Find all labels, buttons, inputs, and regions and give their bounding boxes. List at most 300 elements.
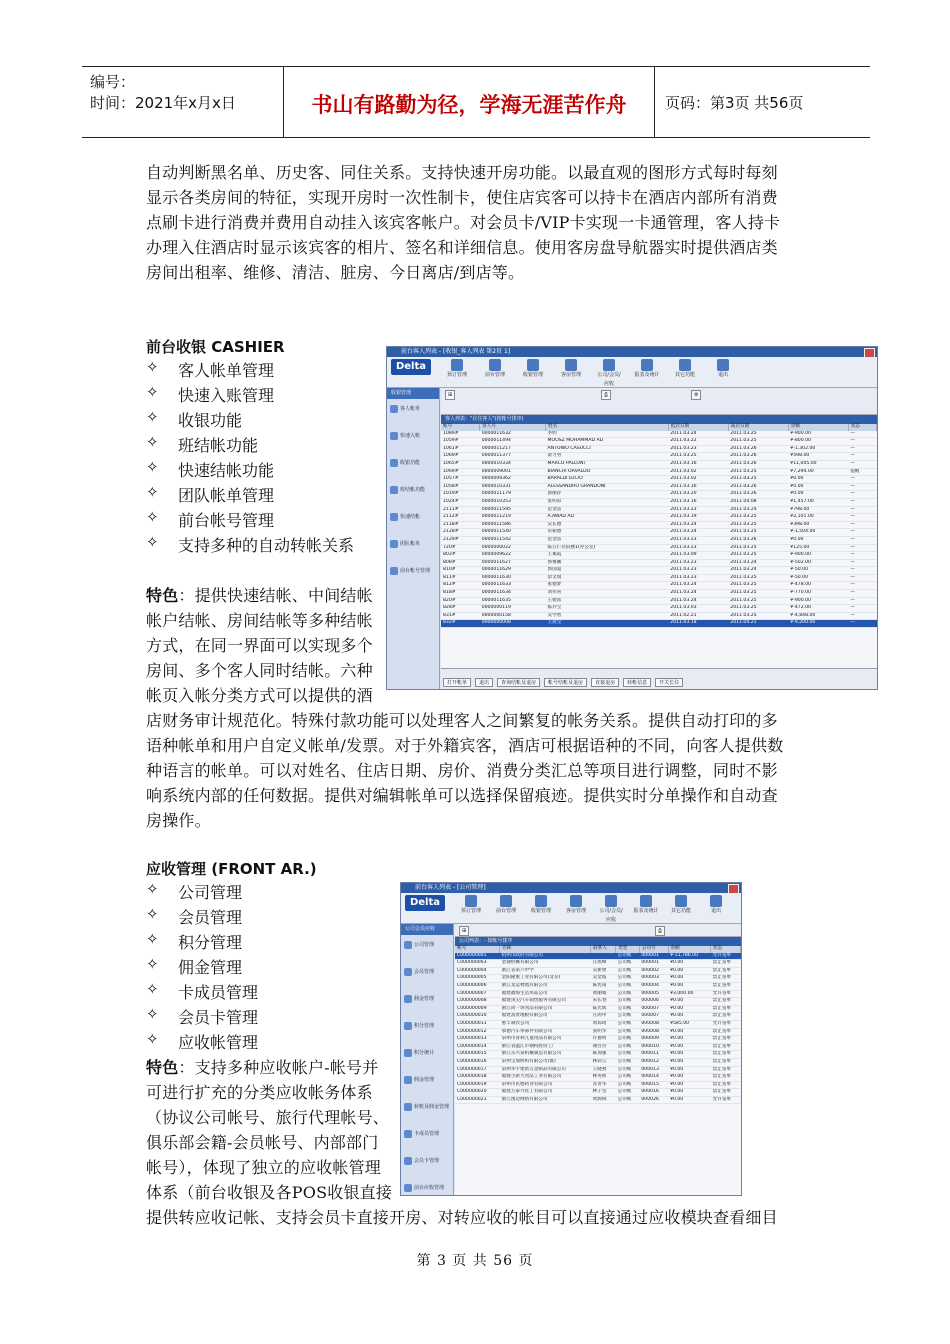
table-row[interactable]: [441, 529, 877, 537]
footer-button[interactable]: 退出: [475, 678, 493, 687]
table-cell: —: [848, 620, 876, 628]
table-cell: 2011.03.22: [668, 438, 728, 446]
ribbon-button[interactable]: [519, 359, 547, 380]
table-row[interactable]: [441, 582, 877, 590]
ribbon-button[interactable]: [709, 359, 737, 380]
ribbon-button-label: 预订管理: [460, 908, 481, 914]
table-cell: ¥-900.00: [788, 552, 848, 560]
table-cell: C000000011: [455, 1020, 500, 1028]
sidebar-item-label: 收银功能: [400, 460, 421, 466]
table-cell: 0000011627: [480, 559, 546, 567]
ribbon-button[interactable]: [443, 359, 471, 380]
table-cell: 2011.03.24: [728, 559, 788, 567]
table-cell: ¥0.00: [668, 982, 711, 990]
ribbon-button[interactable]: [527, 895, 555, 916]
table-cell: 浙江同一讲食品有限公司: [500, 1005, 591, 1013]
footer-button[interactable]: 转帐信息: [623, 678, 651, 687]
table-cell: 禁止签单: [711, 1013, 741, 1021]
table-cell: 黄丽娟: [591, 990, 616, 998]
module-icon: [535, 895, 547, 907]
table-cell: C000000015: [455, 1051, 500, 1059]
table-row[interactable]: [441, 460, 877, 468]
footer-button[interactable]: 帐号结帐及退房: [544, 678, 587, 687]
table-row[interactable]: [455, 1028, 741, 1036]
table-cell: 郭雾鹏: [546, 559, 669, 567]
ar-screenshot: [400, 882, 742, 1196]
table-cell: 000011: [639, 1051, 668, 1059]
table-row[interactable]: [441, 476, 877, 484]
footer-button[interactable]: 打开帐单: [443, 678, 471, 687]
sidebar-item-label: 会员卡管理: [414, 1158, 440, 1164]
table-cell: 公司帐: [616, 990, 640, 998]
diamond-bullet-icon: ✧: [146, 533, 159, 551]
sidebar-item[interactable]: [387, 534, 439, 561]
folder-icon: [404, 941, 412, 949]
table-row[interactable]: [441, 453, 877, 461]
list-item: ✧ 会员卡管理: [146, 1005, 259, 1027]
sidebar-item[interactable]: [387, 426, 439, 453]
ribbon-button[interactable]: [562, 895, 590, 916]
table-cell: 810#: [441, 567, 480, 575]
table-cell: 翟力男: [546, 453, 669, 461]
table-cell: ¥0.00: [788, 483, 848, 491]
table-cell: 2011.03.25: [728, 521, 788, 529]
table-row[interactable]: [455, 967, 741, 975]
table-row[interactable]: [455, 1013, 741, 1021]
column-header[interactable]: 姓名: [546, 424, 669, 431]
table-cell: MOOSZ MOHAMMAD ALI: [546, 438, 669, 446]
table-cell: 谢宫宫: [591, 1043, 616, 1051]
table-cell: —: [848, 536, 876, 544]
table-cell: ¥-472.00: [788, 605, 848, 613]
table-cell: 张明华: [591, 1028, 616, 1036]
table-cell: 2011.03.03: [668, 605, 728, 613]
folder-icon: [390, 513, 398, 521]
table-cell: 2011.03.25: [668, 453, 728, 461]
list-item: ✧ 支持多种的自动转帐关系: [146, 533, 355, 555]
table-row[interactable]: [441, 567, 877, 575]
table-cell: 000007: [639, 1005, 668, 1013]
table-cell: ¥0.00: [668, 1058, 711, 1066]
table-cell: —: [848, 574, 876, 582]
table-cell: 0000000008: [480, 620, 546, 628]
table-cell: 000006: [639, 998, 668, 1006]
table-cell: 000008: [639, 1020, 668, 1028]
filter-button[interactable]: ⊞: [445, 390, 455, 400]
table-cell: 0000011217: [480, 445, 546, 453]
module-icon: [489, 359, 501, 371]
module-icon: [710, 895, 722, 907]
table-cell: 吴金波: [591, 975, 616, 983]
ribbon-button[interactable]: [595, 359, 623, 389]
ribbon-button[interactable]: [671, 359, 699, 380]
feature-label: 特色: [146, 586, 179, 605]
table-row[interactable]: [441, 445, 877, 453]
column-header[interactable]: 离店日期: [728, 424, 788, 431]
folder-icon: [404, 995, 412, 1003]
table-cell: 000005: [639, 990, 668, 998]
table-row[interactable]: [441, 620, 877, 628]
sidebar-item[interactable]: [387, 399, 439, 426]
table-cell: ¥-900.00: [788, 597, 848, 605]
table-cell: 浙江省温江市钢构股份工厂: [500, 1043, 591, 1051]
sidebar-item[interactable]: [401, 1124, 453, 1151]
sidebar-item[interactable]: [401, 1070, 453, 1097]
table-cell: 1069#: [441, 453, 480, 461]
table-cell: MARCO PALLONI: [546, 460, 669, 468]
table-cell: 禁止签单: [711, 1074, 741, 1082]
list-item: ✧ 收银功能: [146, 408, 243, 430]
table-cell: C000000007: [455, 990, 500, 998]
table-cell: 吴新建: [591, 967, 616, 975]
table-cell: 000009: [639, 1036, 668, 1044]
sidebar-item[interactable]: [401, 935, 453, 962]
table-cell: —: [848, 552, 876, 560]
sidebar-item[interactable]: [401, 1043, 453, 1070]
table-cell: 2011.03.24: [668, 590, 728, 598]
table-cell: 000015: [639, 1081, 668, 1089]
table-row[interactable]: [455, 1005, 741, 1013]
folder-icon: [404, 1076, 412, 1084]
module-icon: [717, 359, 729, 371]
table-cell: 2011.03.16: [668, 460, 728, 468]
sidebar-item-label: 快速入账: [400, 433, 421, 439]
table-row[interactable]: [441, 605, 877, 613]
guest-table: [441, 424, 877, 628]
table-row[interactable]: [441, 431, 877, 438]
diamond-bullet-icon: ✧: [146, 930, 159, 948]
sidebar-item[interactable]: [401, 1178, 453, 1196]
table-cell: ¥-50.00: [788, 574, 848, 582]
table-cell: 泉州市喜利儿童用品有限公司: [500, 1036, 591, 1044]
print-button[interactable]: ⎙: [655, 926, 665, 936]
table-cell: ¥7,294.00: [788, 468, 848, 476]
sidebar: [401, 924, 454, 1195]
table-cell: 公司帐: [616, 1096, 640, 1104]
folder-icon: [390, 486, 398, 494]
ribbon-button[interactable]: [667, 895, 695, 916]
module-icon: [465, 895, 477, 907]
table-cell: 张德梦: [546, 582, 669, 590]
ribbon-button[interactable]: [633, 359, 661, 380]
table-cell: 2011.03.09: [668, 552, 728, 560]
diamond-bullet-icon: ✧: [146, 508, 159, 526]
footer-button[interactable]: 查询结帐及退房: [497, 678, 540, 687]
list-item: ✧ 应收帐管理: [146, 1030, 259, 1052]
company-table: [455, 946, 741, 1104]
ribbon-button-label: 预订管理: [446, 372, 467, 378]
table-cell: 林彩云: [591, 1058, 616, 1066]
sidebar-item-label: 转账及佣金管理: [414, 1104, 450, 1110]
table-row[interactable]: [441, 506, 877, 514]
table-cell: C000000020: [455, 1089, 500, 1097]
table-cell: 2011.03.25: [728, 468, 788, 476]
table-cell: 818#: [441, 590, 480, 598]
table-cell: 福建万泰兴化工有限公司: [500, 1089, 591, 1097]
table-cell: 000013: [639, 1066, 668, 1074]
sidebar-item[interactable]: [401, 989, 453, 1016]
table-row[interactable]: [441, 597, 877, 605]
diamond-bullet-icon: ✧: [146, 458, 159, 476]
table-cell: 2011.03.16: [668, 498, 728, 506]
window-titlebar: [387, 347, 877, 357]
list-item: ✧ 快速入账管理: [146, 383, 275, 405]
table-cell: 2011.03.23: [668, 536, 728, 544]
table-cell: ¥0.00: [788, 491, 848, 499]
table-cell: 0000009362: [480, 476, 546, 484]
ar-feature-continued: 提供转应收记帐、支持会员卡直接开房、对转应收的帐目可以直接通过应收模块查看细目: [146, 1208, 778, 1227]
table-cell: 820#: [441, 597, 480, 605]
table-row[interactable]: [441, 514, 877, 522]
table-cell: ¥0.00: [668, 967, 711, 975]
table-cell: ¥0.00: [668, 1051, 711, 1059]
table-row[interactable]: [441, 590, 877, 598]
module-icon: [527, 359, 539, 371]
module-icon: [640, 895, 652, 907]
module-icon: [675, 895, 687, 907]
column-header[interactable]: 帐号: [455, 946, 500, 953]
table-cell: 2011.03.24: [668, 521, 728, 529]
print-button[interactable]: ⎙: [601, 390, 611, 400]
operation-button[interactable]: ⚙: [691, 390, 701, 400]
column-header[interactable]: 抵店日期: [668, 424, 728, 431]
table-cell: 2011.03.24: [728, 567, 788, 575]
table-cell: 000026: [639, 1096, 668, 1104]
table-row[interactable]: [455, 1096, 741, 1104]
table-row[interactable]: [455, 1089, 741, 1097]
sidebar-item-label: 积分统计: [414, 1050, 435, 1056]
header-motto: 书山有路勤为径，学海无涯苦作舟: [311, 93, 627, 117]
ribbon-button[interactable]: [632, 895, 660, 916]
table-cell: 允许签单: [711, 1096, 741, 1104]
diamond-bullet-icon: ✧: [146, 1005, 159, 1023]
sidebar-item[interactable]: [401, 1097, 453, 1124]
table-row[interactable]: [455, 1020, 741, 1028]
table-cell: 2011.03.24: [668, 597, 728, 605]
sidebar-item[interactable]: [401, 1016, 453, 1043]
table-cell: 郭丽萍: [546, 491, 669, 499]
table-cell: 0000000119: [480, 605, 546, 613]
table-row[interactable]: [455, 1036, 741, 1044]
table-row[interactable]: [455, 990, 741, 998]
table-cell: ¥0.00: [668, 975, 711, 983]
sidebar-item[interactable]: [387, 453, 439, 480]
table-cell: 2011.03.26: [728, 445, 788, 453]
table-row[interactable]: [455, 960, 741, 968]
table-cell: 2011.03.18: [668, 620, 728, 628]
table-cell: ¥0.00: [788, 476, 848, 484]
table-cell: 禁止签单: [711, 975, 741, 983]
ribbon-button[interactable]: [702, 895, 730, 916]
table-cell: 2011.03.23: [668, 567, 728, 575]
table-row[interactable]: [441, 491, 877, 499]
table-row[interactable]: [441, 498, 877, 506]
table-cell: ¥0.00: [668, 1089, 711, 1097]
table-cell: 常振德: [546, 529, 669, 537]
column-header[interactable]: 状态: [711, 946, 741, 953]
table-row[interactable]: [455, 1074, 741, 1082]
table-cell: ¥598.00: [788, 453, 848, 461]
ar-heading: 应收管理 (FRONT AR.): [146, 860, 317, 878]
table-row[interactable]: [441, 536, 877, 544]
table-row[interactable]: [455, 998, 741, 1006]
table-cell: 1058#: [441, 483, 480, 491]
table-cell: —: [848, 431, 876, 438]
table-cell: 0000011179: [480, 491, 546, 499]
ribbon-button-label: 报表及统计: [634, 372, 660, 378]
table-cell: 杭州市政府有限公司: [500, 953, 591, 960]
table-cell: 0000011542: [480, 536, 546, 544]
column-header[interactable]: 联系人: [591, 946, 616, 953]
table-cell: ¥0.00: [668, 1036, 711, 1044]
table-cell: 禁止签单: [711, 1089, 741, 1097]
table-cell: ¥0.00: [668, 960, 711, 968]
module-icon: [570, 895, 582, 907]
table-cell: ¥0.00: [668, 1074, 711, 1082]
column-header[interactable]: 客人号: [480, 424, 546, 431]
sidebar-item-label: 会员管理: [414, 969, 435, 975]
table-row[interactable]: [441, 438, 877, 446]
window-titlebar: [401, 883, 741, 893]
sidebar-item[interactable]: [387, 480, 439, 507]
table-row[interactable]: [455, 1081, 741, 1089]
ribbon-button-label: 退出: [710, 908, 721, 914]
table-cell: 提醒: [848, 468, 876, 476]
ribbon-button[interactable]: [492, 895, 520, 916]
sidebar-item-label: 佣金管理: [414, 996, 435, 1002]
sidebar-item-label: 积分管理: [414, 1023, 435, 1029]
table-cell: —: [848, 445, 876, 453]
table-cell: ¥585.00: [668, 1020, 711, 1028]
table-row[interactable]: [455, 1058, 741, 1066]
ribbon-button-label: 收银管理: [530, 908, 551, 914]
list-item: ✧ 会员管理: [146, 905, 243, 927]
table-cell: ¥0.00: [668, 1096, 711, 1104]
table-cell: 王素霞: [546, 552, 669, 560]
ribbon-button[interactable]: [557, 359, 585, 380]
table-cell: 公司帐: [616, 1005, 640, 1013]
table-cell: 1057#: [441, 476, 480, 484]
table-cell: 2011.03.25: [728, 476, 788, 484]
table-cell: ¥0.00: [668, 1005, 711, 1013]
table-cell: —: [848, 460, 876, 468]
folder-icon: [404, 1184, 412, 1192]
table-row[interactable]: [455, 953, 741, 960]
column-header[interactable]: 名称: [500, 946, 591, 953]
table-row[interactable]: [441, 559, 877, 567]
table-cell: C000000008: [455, 998, 500, 1006]
sidebar-item[interactable]: [401, 962, 453, 989]
ribbon-button-label: 客房管理: [565, 908, 586, 914]
column-header[interactable]: 余额: [668, 946, 711, 953]
footer-button[interactable]: 开关长住: [655, 678, 683, 687]
table-row[interactable]: [455, 1043, 741, 1051]
table-row[interactable]: [441, 612, 877, 620]
ribbon-button[interactable]: [597, 895, 625, 925]
table-row[interactable]: [441, 544, 877, 552]
grid-header: 公司列表：- 按帐号排序: [455, 937, 741, 946]
table-cell: 2011.03.25: [728, 612, 788, 620]
diamond-bullet-icon: ✧: [146, 905, 159, 923]
table-row[interactable]: [441, 574, 877, 582]
table-cell: 0000010353: [480, 498, 546, 506]
sidebar-item[interactable]: [401, 1151, 453, 1178]
ribbon-button[interactable]: [481, 359, 509, 380]
table-cell: 浙江东兴泉机械制造有限公司: [500, 1051, 591, 1059]
table-row[interactable]: [455, 975, 741, 983]
column-header[interactable]: 公司号: [639, 946, 668, 953]
table-cell: 0000011595: [480, 506, 546, 514]
sidebar-item-label: 班结帐功能: [400, 487, 426, 493]
table-cell: 0000011494: [480, 438, 546, 446]
sidebar-item[interactable]: [387, 561, 439, 588]
table-cell: ¥0.00: [668, 1081, 711, 1089]
table-cell: 黄琼琦: [591, 1020, 616, 1028]
table-cell: 0000000022: [480, 544, 546, 552]
table-cell: 0000011219: [480, 514, 546, 522]
table-cell: 832#: [441, 620, 480, 628]
table-cell: 张明彩: [546, 498, 669, 506]
table-cell: ¥-11,786.00: [668, 953, 711, 960]
module-icon: [451, 359, 463, 371]
table-cell: 000010: [639, 1043, 668, 1051]
folder-icon: [404, 1049, 412, 1057]
table-cell: ¥-1,302.00: [788, 445, 848, 453]
list-item: ✧ 客人帐单管理: [146, 358, 275, 380]
ribbon-button-label: 前台管理: [484, 372, 505, 378]
table-cell: 范金雷: [546, 506, 669, 514]
table-cell: 000001: [639, 953, 668, 960]
table-cell: 000012: [639, 1058, 668, 1066]
ribbon-button[interactable]: [457, 895, 485, 916]
table-cell: C000000003: [455, 960, 500, 968]
table-cell: 2011.03.24: [728, 506, 788, 514]
column-header[interactable]: 类型: [616, 946, 640, 953]
table-row[interactable]: [441, 483, 877, 491]
column-header[interactable]: 状态: [848, 424, 876, 431]
table-cell: ¥0.00: [668, 1066, 711, 1074]
footer-button[interactable]: 直接退房: [591, 678, 619, 687]
table-cell: 1061#: [441, 445, 480, 453]
table-row[interactable]: [441, 552, 877, 560]
ribbon-button-label: 收银管理: [522, 372, 543, 378]
table-cell: 2011.03.26: [728, 483, 788, 491]
sidebar-item[interactable]: [387, 507, 439, 534]
diamond-bullet-icon: ✧: [146, 433, 159, 451]
table-cell: ¥0.00: [668, 1013, 711, 1021]
column-header[interactable]: 余额: [788, 424, 848, 431]
doc-code-label: 编号：: [90, 73, 136, 91]
table-row[interactable]: [455, 982, 741, 990]
table-cell: 公司帐: [616, 975, 640, 983]
table-row[interactable]: [441, 468, 877, 476]
column-header[interactable]: 帐号: [441, 424, 480, 431]
table-cell: C000000004: [455, 967, 500, 975]
table-cell: 828#: [441, 605, 480, 613]
table-cell: 000007: [639, 1013, 668, 1021]
table-cell: ¥0.00: [668, 1028, 711, 1036]
table-cell: C000000013: [455, 1036, 500, 1044]
table-cell: 公司帐: [616, 1051, 640, 1059]
table-row[interactable]: [455, 1066, 741, 1074]
table-row[interactable]: [455, 1051, 741, 1059]
query-button[interactable]: ⊞: [459, 926, 469, 936]
table-cell: 2011.03.25: [728, 544, 788, 552]
table-cell: 000016: [639, 1089, 668, 1097]
table-row[interactable]: [441, 521, 877, 529]
table-cell: 林子坚: [591, 1089, 616, 1097]
folder-icon: [390, 459, 398, 467]
